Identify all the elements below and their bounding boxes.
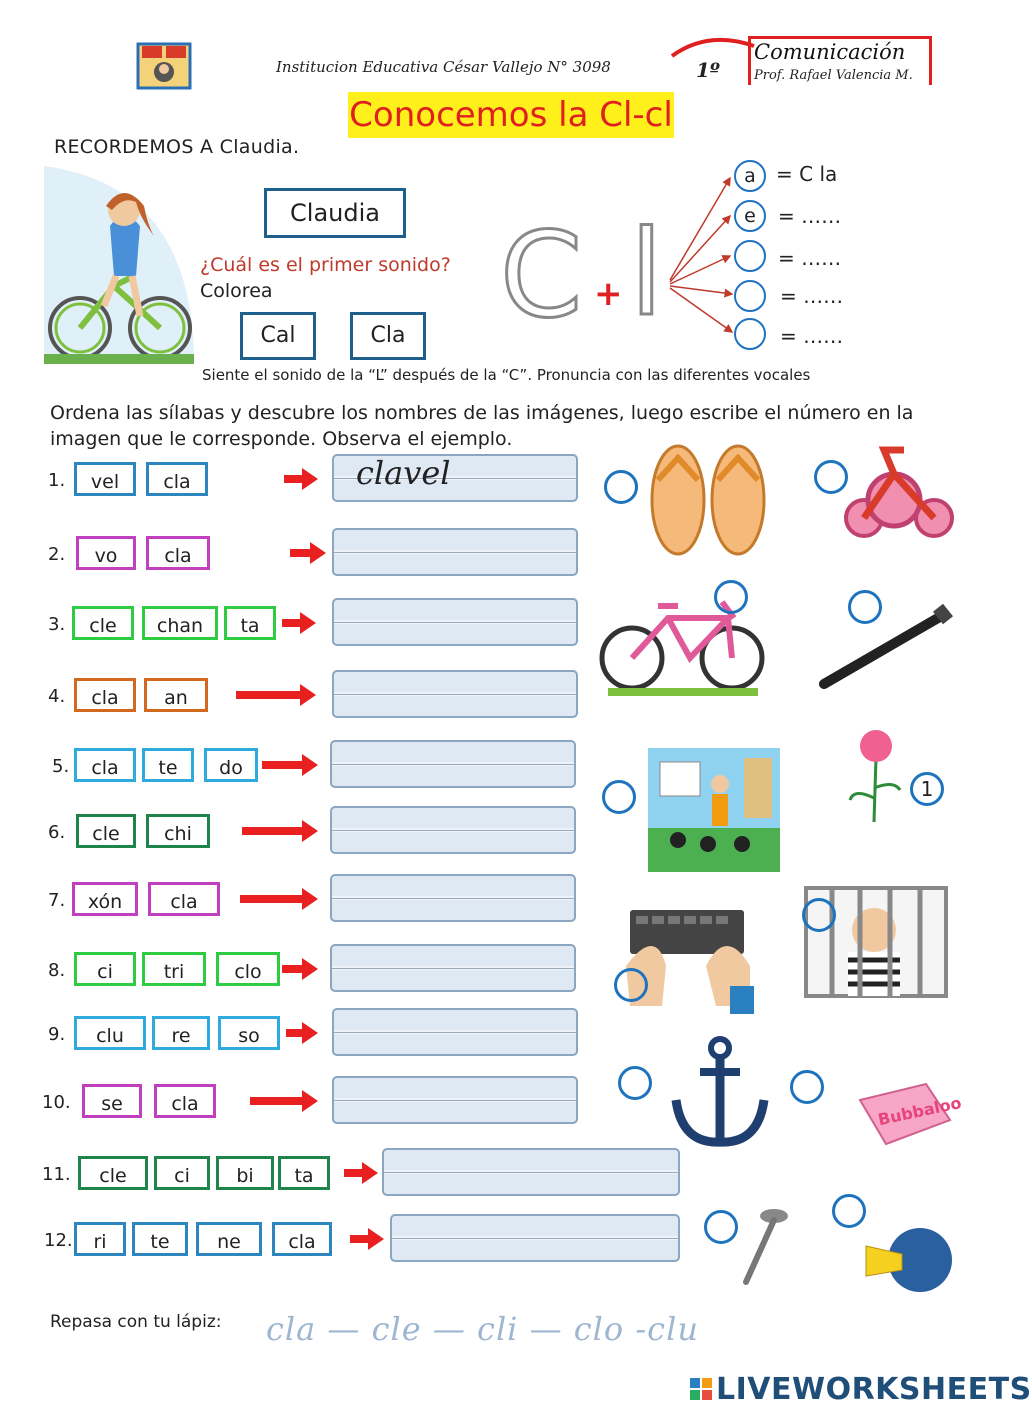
letter-c: C: [500, 206, 583, 344]
syllable-box: cla: [74, 678, 136, 712]
subject-title: Comunicación: [754, 40, 906, 64]
horn-image: [858, 1224, 956, 1296]
syllable-box: clu: [74, 1016, 146, 1050]
vowel-circle-i: [734, 240, 766, 272]
exercise-number: 6.: [48, 822, 66, 843]
syllable-box: te: [142, 748, 194, 782]
tricycle-image: [844, 440, 954, 540]
chewing-gum-image: [856, 1080, 964, 1148]
syllable-box: se: [82, 1084, 142, 1118]
page-title: Conocemos la Cl-cl: [348, 92, 674, 138]
repasa-label: Repasa con tu lápiz:: [50, 1312, 222, 1332]
syllable-box: so: [218, 1016, 280, 1050]
exercise-number: 1.: [48, 470, 66, 491]
syllable-box: do: [204, 748, 258, 782]
exercise-number: 10.: [42, 1092, 71, 1113]
syllable-box: ci: [74, 952, 136, 986]
grade-arc: [668, 36, 758, 90]
answer-circle-classroom[interactable]: [602, 780, 636, 814]
grade-label: 1º: [696, 58, 720, 82]
red-arrow-icon: [240, 888, 318, 914]
red-arrow-icon: [284, 468, 318, 494]
syllable-box: ne: [196, 1222, 262, 1256]
vowel-circle-u: [734, 318, 766, 350]
vowel-circle-o: [734, 280, 766, 312]
name-box: Claudia: [264, 188, 406, 238]
syllable-box: tri: [142, 952, 206, 986]
plus-sign: +: [594, 274, 623, 314]
answer-line[interactable]: [390, 1214, 680, 1262]
syllable-box: cle: [72, 606, 134, 640]
option-cal[interactable]: Cal: [240, 312, 316, 360]
instruction-text: Ordena las sílabas y descubre los nombres de las imágenes, luego escribe el número en la imagen que le corresponde. Observa el ejemplo.: [50, 402, 914, 450]
red-arrow-icon: [242, 820, 318, 846]
answer-circle-prisoner[interactable]: [802, 898, 836, 932]
syllable-box: chan: [142, 606, 218, 640]
syllable-box: cle: [78, 1156, 148, 1190]
syllable-box: clo: [216, 952, 280, 986]
answer-circle-clarinet[interactable]: [848, 590, 882, 624]
syllable-box: ta: [224, 606, 276, 640]
answer-line[interactable]: [330, 740, 576, 788]
syllable-box: cla: [154, 1084, 216, 1118]
exercise-number: 9.: [48, 1024, 66, 1045]
pronounce-note: Siente el sonido de la “L” después de la “C”. Pronuncia con las diferentes vocales: [202, 366, 811, 384]
syllable-box: vo: [76, 536, 136, 570]
answer-line[interactable]: [332, 1076, 578, 1124]
girl-bicycle-image: [44, 166, 194, 364]
syllable-box: ri: [74, 1222, 126, 1256]
answer-circle-carnation: 1: [910, 772, 944, 806]
red-arrow-icon: [282, 958, 318, 984]
exercise-number: 2.: [48, 544, 66, 565]
red-arrow-icon: [282, 612, 316, 638]
answer-circle-anchor[interactable]: [618, 1066, 652, 1100]
vowel-arrows: [664, 160, 744, 354]
question-text: ¿Cuál es el primer sonido?: [200, 254, 451, 276]
red-arrow-icon: [350, 1228, 384, 1254]
answer-circle-tricycle[interactable]: [814, 460, 848, 494]
anchor-image: [668, 1036, 772, 1150]
flip-flops-image: [646, 440, 770, 556]
clarinet-image: [814, 604, 952, 690]
exercise-number: 12.: [44, 1230, 73, 1251]
answer-line[interactable]: [332, 528, 578, 576]
carnation-image: [846, 728, 906, 824]
answer-line[interactable]: [332, 1008, 578, 1056]
exercise-number: 3.: [48, 614, 66, 635]
exercise-number: 7.: [48, 890, 66, 911]
answer-line[interactable]: [330, 874, 576, 922]
liveworksheets-logo: LIVEWORKSHEETS: [716, 1372, 1032, 1407]
answer-line[interactable]: [332, 670, 578, 718]
nail-image: [740, 1206, 790, 1286]
syllable-box: xón: [72, 882, 138, 916]
exercise-number: 8.: [48, 960, 66, 981]
institution-name: Institucion Educativa César Vallejo N° 3098: [276, 58, 611, 76]
answer-circle-chewing-gum[interactable]: [790, 1070, 824, 1104]
colorea-label: Colorea: [200, 280, 273, 302]
vowel-result-a: = C la: [776, 162, 838, 186]
syllable-box: cla: [148, 882, 220, 916]
syllable-box: cla: [146, 536, 210, 570]
vowel-result-u[interactable]: = ……: [780, 324, 844, 348]
answer-circle-keyboard[interactable]: [614, 968, 648, 1002]
red-arrow-icon: [290, 542, 326, 568]
keyboard-image: [626, 906, 754, 1014]
answer-line[interactable]: [330, 806, 576, 854]
liveworksheets-logo-icon: [690, 1378, 712, 1400]
answer-line[interactable]: [330, 944, 576, 992]
syllable-box: bi: [216, 1156, 274, 1190]
vowel-circle-e: e: [734, 200, 766, 232]
answer-line[interactable]: [332, 598, 578, 646]
syllable-box: cla: [272, 1222, 332, 1256]
classroom-image: [648, 748, 780, 872]
answer-circle-horn[interactable]: [832, 1194, 866, 1228]
example-answer: clavel: [356, 454, 451, 492]
syllable-box: an: [144, 678, 208, 712]
vowel-result-o[interactable]: = ……: [780, 284, 844, 308]
option-cla[interactable]: Cla: [350, 312, 426, 360]
syllable-box: ta: [278, 1156, 330, 1190]
syllable-box: cla: [74, 748, 136, 782]
answer-circle-nail[interactable]: [704, 1210, 738, 1244]
red-arrow-icon: [236, 684, 316, 710]
svg-text:Bubbaloo: Bubbaloo: [876, 1093, 964, 1130]
vowel-result-e[interactable]: = ……: [778, 204, 842, 228]
syllable-box: cla: [146, 462, 208, 496]
letter-l: l: [630, 204, 663, 342]
syllable-box: cle: [76, 814, 136, 848]
red-arrow-icon: [344, 1162, 378, 1188]
answer-circle-flip-flops[interactable]: [604, 470, 638, 504]
teacher-name: Prof. Rafael Valencia M.: [754, 68, 913, 83]
syllable-box: vel: [74, 462, 136, 496]
school-logo: [136, 42, 192, 90]
answer-line[interactable]: [382, 1148, 680, 1196]
exercise-number: 5.: [52, 756, 70, 777]
trace-syllables: cla — cle — cli — clo -clu: [266, 1310, 699, 1348]
vowel-result-i[interactable]: = ……: [778, 246, 842, 270]
red-arrow-icon: [262, 754, 318, 780]
exercise-number: 4.: [48, 686, 66, 707]
syllable-box: te: [132, 1222, 188, 1256]
answer-circle-bicycle[interactable]: [714, 580, 748, 614]
syllable-box: ci: [154, 1156, 210, 1190]
red-arrow-icon: [250, 1090, 318, 1116]
exercise-number: 11.: [42, 1164, 71, 1185]
syllable-box: chi: [146, 814, 210, 848]
red-arrow-icon: [286, 1022, 318, 1048]
vowel-circle-a: a: [734, 160, 766, 192]
intro-heading: RECORDEMOS A Claudia.: [54, 136, 300, 158]
syllable-box: re: [152, 1016, 210, 1050]
